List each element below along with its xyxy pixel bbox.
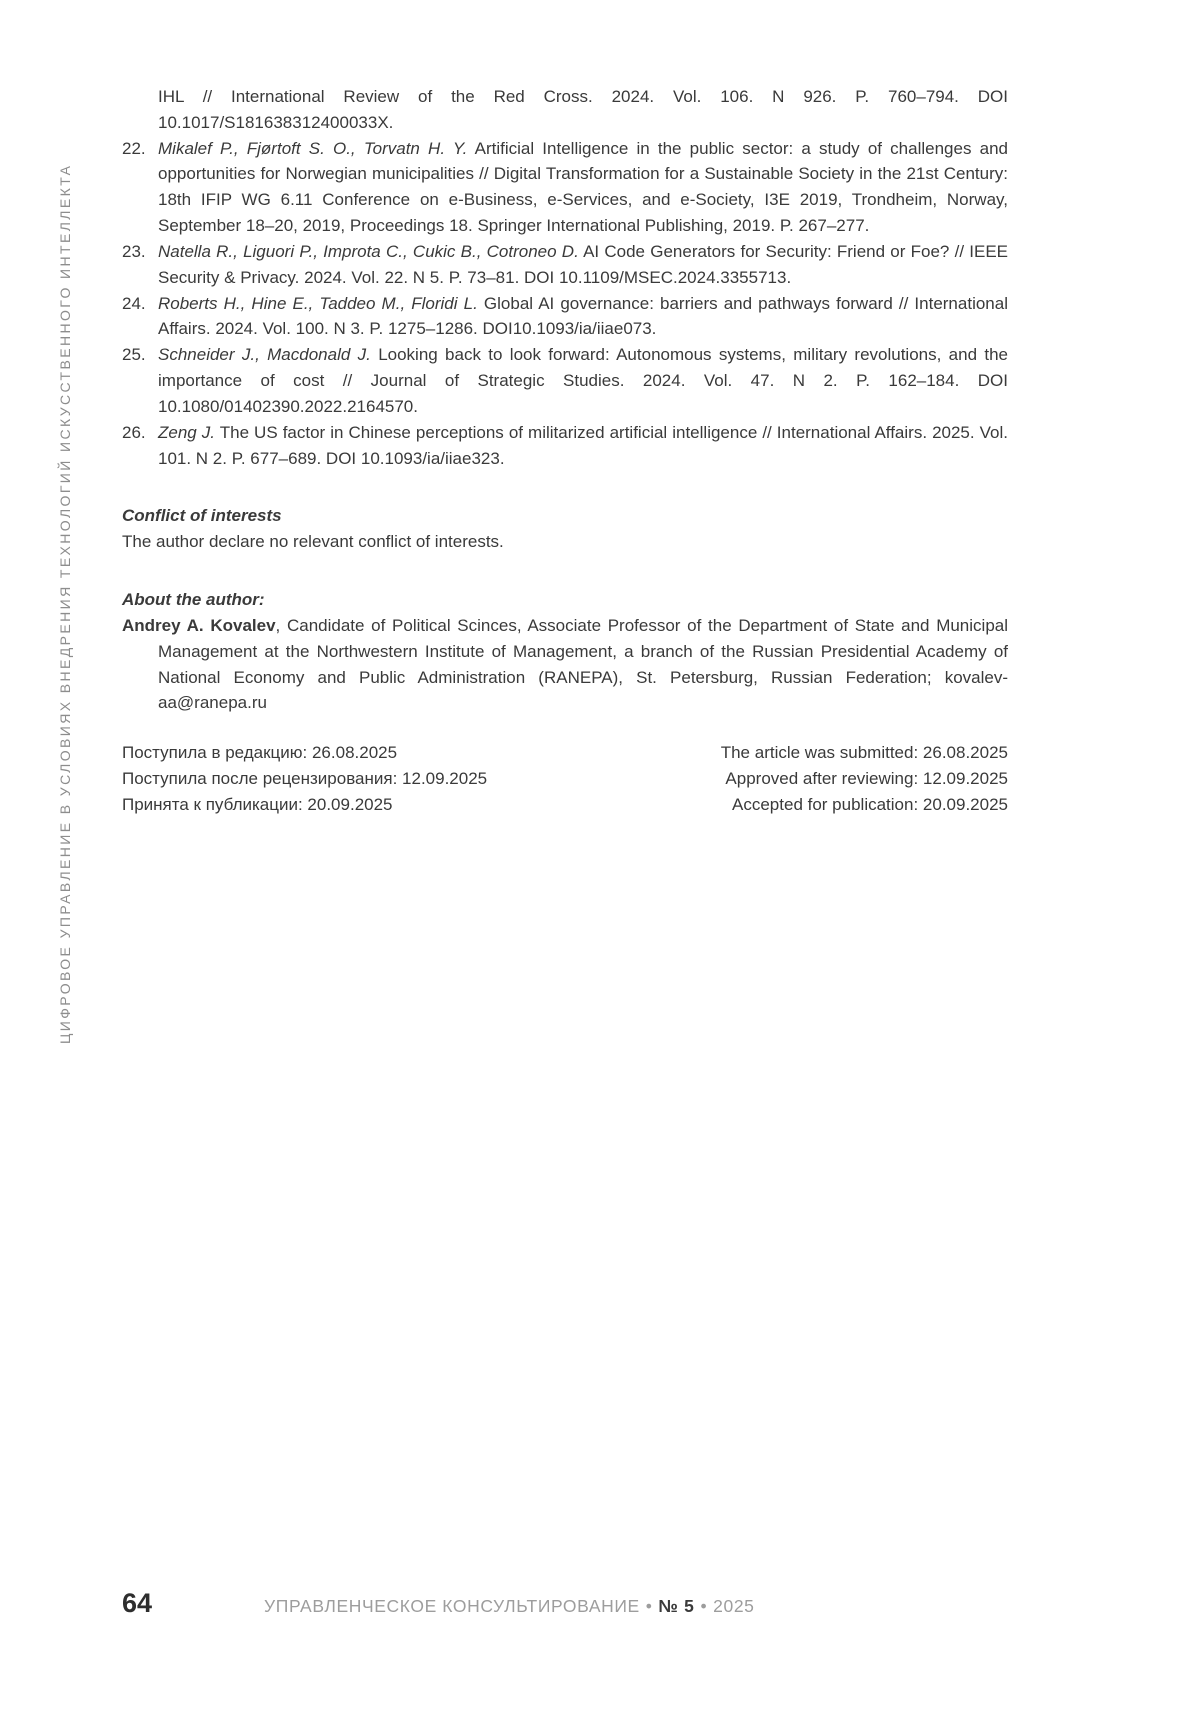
conflict-of-interests-text: The author declare no relevant conflict of interests. bbox=[122, 532, 504, 552]
conflict-of-interests-heading: Conflict of interests bbox=[122, 506, 282, 526]
reference-item bbox=[122, 291, 1008, 343]
date-submitted-ru: Поступила в редакцию: 26.08.2025 bbox=[122, 743, 398, 763]
reference-number: 25. bbox=[122, 345, 146, 365]
reference-number: 24. bbox=[122, 293, 146, 313]
page-footer bbox=[122, 1588, 755, 1619]
date-submitted-en: The article was submitted: 26.08.2025 bbox=[720, 743, 1008, 763]
author-details: , Candidate of Political Scinces, Associate Professor of the Department of State and Municipal Management at the Northwestern Institute of Management, a branch of the Russian Presidential Academy of National Economy and Public Administration (RANEPA), St. Petersburg, Russian Federation; kovalev-aa@ranepa.ru bbox=[158, 615, 1009, 713]
reference-authors: Zeng J. bbox=[158, 422, 215, 442]
dates-row-accepted bbox=[122, 792, 1008, 818]
reference-text: Artificial Intelligence in the public sector: a study of challenges and opportunities for Norwegian municipalities // Digital Transformation for a Sustainable Society in the 21st Century: 18th IFIP WG 6.11 Conference on e-Business, e-Services, and e-Society, I3E 2019, Trondheim, Norway, September 18–20, 2019, Proceedings 18. Springer International Publishing, 2019. P. 267–277. bbox=[158, 138, 1008, 236]
reference-item bbox=[122, 342, 1008, 419]
reference-continuation: IHL // International Review of the Red Cross. 2024. Vol. 106. N 926. P. 760–794. DOI 10.1017/S181638312400033X. bbox=[158, 87, 1008, 132]
main-content bbox=[122, 84, 1008, 818]
footer-bullet: • bbox=[700, 1596, 708, 1616]
page-number: 64 bbox=[122, 1588, 153, 1618]
sidebar-running-head bbox=[57, 86, 81, 1044]
author-name: Andrey A. Kovalev bbox=[122, 615, 276, 635]
references-list bbox=[122, 84, 1008, 471]
journal-year: 2025 bbox=[713, 1596, 755, 1616]
reference-text: AI Code Generators for Security: Friend or Foe? // IEEE Security & Privacy. 2024. Vol. 22. N 5. P. 73–81. DOI 10.1109/MSEC.2024.3355713. bbox=[158, 241, 1008, 287]
journal-name: УПРАВЛЕНЧЕСКОЕ КОНСУЛЬТИРОВАНИЕ bbox=[264, 1596, 640, 1616]
reference-item bbox=[122, 136, 1008, 239]
reference-text: Looking back to look forward: Autonomous systems, military revolutions, and the importance of cost // Journal of Strategic Studies. 2024. Vol. 47. N 2. P. 162–184. DOI 10.1080/01402390.2022.2164570. bbox=[158, 345, 1008, 416]
journal-running-title bbox=[264, 1596, 754, 1617]
date-reviewed-ru: Поступила после рецензирования: 12.09.2025 bbox=[122, 769, 488, 789]
journal-issue: № 5 bbox=[658, 1596, 695, 1616]
reference-authors: Natella R., Liguori P., Improta C., Cukic B., Cotroneo D. bbox=[158, 241, 579, 261]
reference-item bbox=[122, 239, 1008, 291]
dates-row-reviewed bbox=[122, 766, 1008, 792]
submission-dates-block bbox=[122, 740, 1008, 817]
footer-bullet: • bbox=[645, 1596, 653, 1616]
reference-authors: Schneider J., Macdonald J. bbox=[158, 345, 371, 365]
reference-number: 23. bbox=[122, 241, 146, 261]
about-the-author-heading: About the author: bbox=[122, 590, 265, 610]
reference-text: Global AI governance: barriers and pathways forward // International Affairs. 2024. Vol. 100. N 3. P. 1275–1286. DOI10.1093/ia/iiae073. bbox=[158, 293, 1008, 339]
about-author-paragraph bbox=[122, 613, 1008, 716]
reference-item bbox=[122, 420, 1008, 472]
dates-row-submitted bbox=[122, 740, 1008, 766]
reference-number: 22. bbox=[122, 138, 146, 158]
date-accepted-ru: Принята к публикации: 20.09.2025 bbox=[122, 794, 393, 814]
reference-number: 26. bbox=[122, 422, 146, 442]
sidebar-vertical-text: ЦИФРОВОЕ УПРАВЛЕНИЕ В УСЛОВИЯХ ВНЕДРЕНИЯ ТЕХНОЛОГИЙ ИСКУССТВЕННОГО ИНТЕЛЛЕКТА bbox=[57, 163, 73, 1044]
reference-authors: Mikalef P., Fjørtoft S. O., Torvatn H. Y. bbox=[158, 138, 468, 158]
reference-authors: Roberts H., Hine E., Taddeo M., Floridi L. bbox=[158, 293, 478, 313]
reference-text: The US factor in Chinese perceptions of militarized artificial intelligence // International Affairs. 2025. Vol. 101. N 2. P. 677–689. DOI 10.1093/ia/iiae323. bbox=[158, 422, 1008, 468]
date-accepted-en: Accepted for publication: 20.09.2025 bbox=[732, 794, 1008, 814]
date-reviewed-en: Approved after reviewing: 12.09.2025 bbox=[725, 769, 1008, 789]
